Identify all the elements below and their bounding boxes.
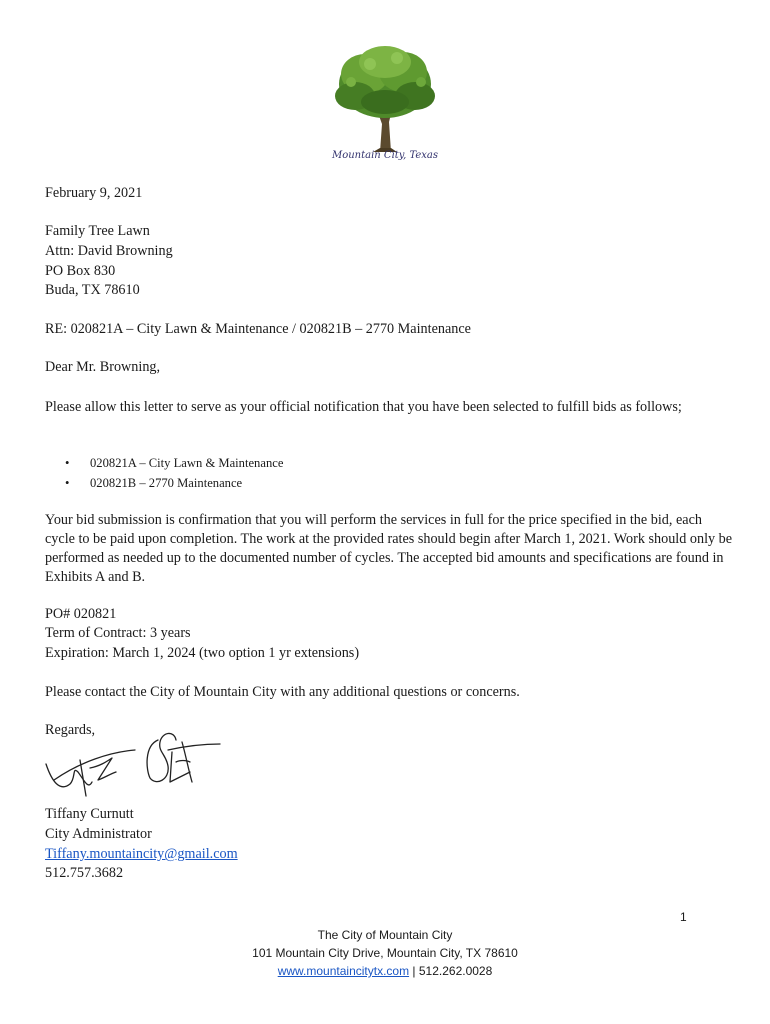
signer-phone: 512.757.3682: [45, 865, 124, 881]
recipient-po-box: PO Box 830: [45, 263, 116, 279]
footer-address: 101 Mountain City Drive, Mountain City, TX 78610: [252, 946, 518, 960]
bid-list-item: • 020821A – City Lawn & Maintenance: [65, 453, 283, 473]
logo-caption: Mountain City, Texas: [331, 150, 439, 161]
footer-website-link[interactable]: www.mountaincitytx.com: [277, 964, 410, 978]
closing: Regards,: [45, 722, 96, 738]
recipient-city-state-zip: Buda, TX 78610: [45, 282, 140, 298]
signer-email-link[interactable]: Tiffany.mountaincity@gmail.com: [45, 846, 238, 862]
page-number: 1: [680, 910, 687, 924]
bid-list: [65, 453, 283, 493]
signer-email-line: [45, 846, 238, 863]
bid-list-item: • 020821B – 2770 Maintenance: [65, 473, 283, 493]
footer-contact: [0, 962, 770, 980]
re-line: RE: 020821A – City Lawn & Maintenance / 020821B – 2770 Maintenance: [45, 321, 471, 337]
footer-phone: 512.262.0028: [418, 964, 493, 978]
salutation: Dear Mr. Browning,: [45, 359, 161, 375]
signer-title: City Administrator: [45, 826, 152, 842]
contract-term: Term of Contract: 3 years: [45, 625, 191, 641]
tree-icon: [325, 44, 445, 154]
footer-separator: |: [409, 964, 419, 978]
contract-expiration: Expiration: March 1, 2024 (two option 1 yr extensions): [45, 645, 360, 661]
contact-line: Please contact the City of Mountain City with any additional questions or concerns.: [45, 684, 520, 700]
recipient-company: Family Tree Lawn: [45, 223, 150, 239]
body-paragraph: Your bid submission is confirmation that you will perform the services in full for the price specified in the bid, each cycle to be paid upon completion. The work at the provided rates should begin after March 1, 2021. Work should only be performed as needed up to the documented number of cycles. The accepted bid amounts and specifications are found in Exhibits A and B.: [45, 512, 733, 585]
po-number: PO# 020821: [45, 606, 117, 622]
footer-org: The City of Mountain City: [317, 928, 453, 942]
signer-name: Tiffany Curnutt: [45, 806, 134, 822]
recipient-attn: Attn: David Browning: [45, 243, 173, 259]
handwritten-signature: [40, 722, 230, 807]
letter-date: February 9, 2021: [45, 185, 143, 201]
intro-paragraph: Please allow this letter to serve as your official notification that you have been selected to fulfill bids as follows;: [45, 399, 682, 415]
